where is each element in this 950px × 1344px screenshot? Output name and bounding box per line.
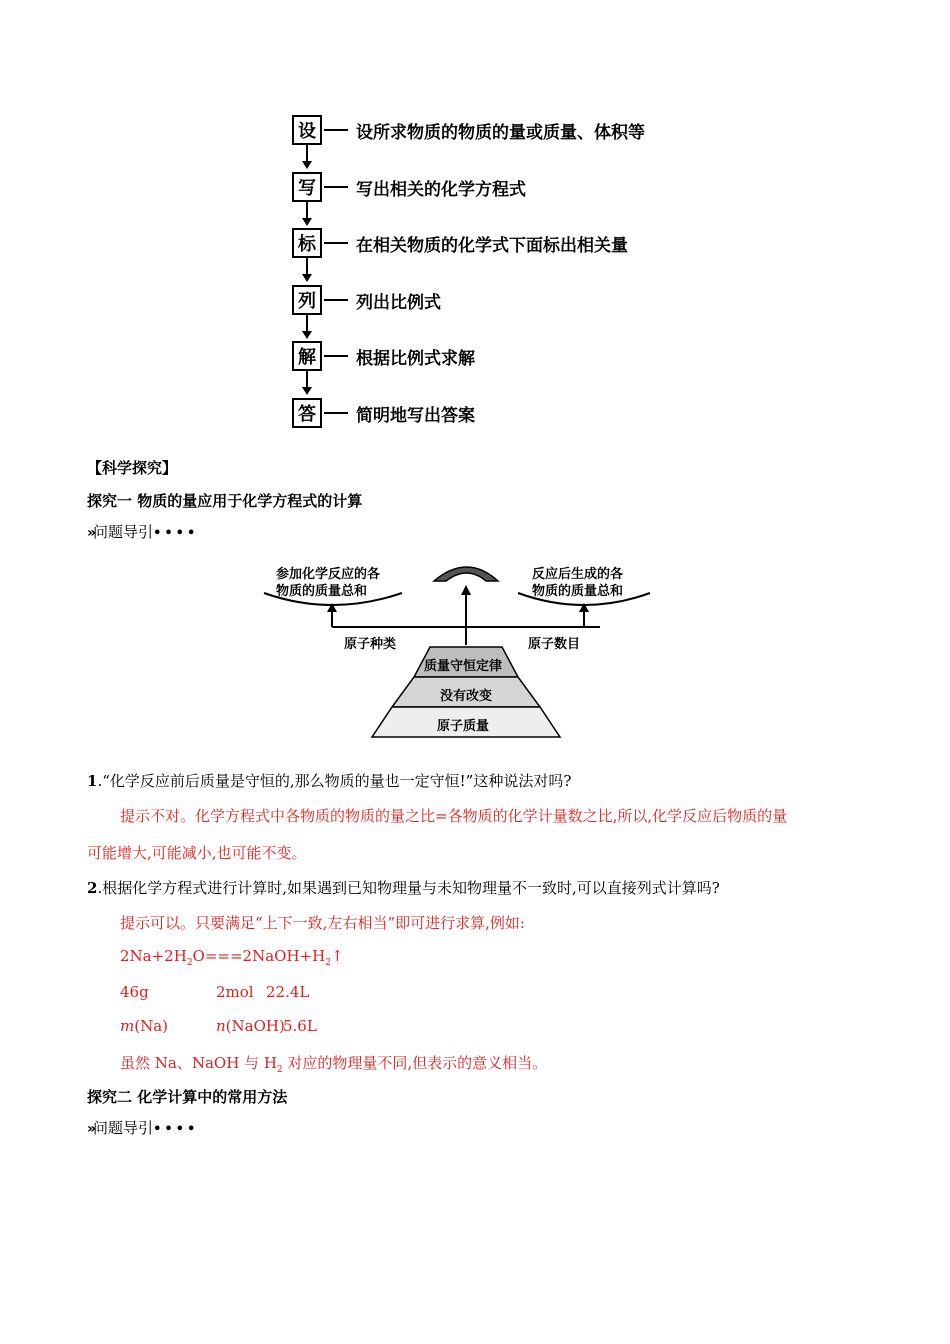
flow-text: 写出相关的化学方程式 [356, 179, 526, 200]
guide-line-2 [87, 1117, 198, 1138]
quantity-row-1-vol: 22.4L [266, 983, 310, 1001]
diagram-law: 质量守恒定律 [424, 659, 503, 674]
guide-label: 问题导引 [93, 523, 154, 541]
answer-1-line-2: 可能增大,可能减小,也可能不变。 [87, 844, 307, 862]
quantity-row-1-mol: 2mol [216, 983, 254, 1001]
arrow-down-icon [302, 161, 312, 169]
flow-step-answer [292, 396, 475, 430]
flow-text: 简明地写出答案 [356, 405, 475, 426]
question-number: 2 [87, 879, 98, 897]
diagram-right-label-1: 反应后生成的各 [532, 567, 624, 582]
double-chevron-icon: » [87, 525, 94, 541]
flow-box: 答 [292, 398, 322, 428]
final-part: 虽然 Na、NaOH 与 H [120, 1054, 277, 1072]
arrow-down-icon [302, 274, 312, 282]
flow-box: 解 [292, 341, 322, 371]
question-text: .“化学反应前后质量是守恒的,那么物质的量也一定守恒!”这种说法对吗? [97, 772, 572, 790]
explore-two-title: 探究二 化学计算中的常用方法 [87, 1088, 288, 1106]
subscript: 2 [325, 958, 331, 968]
quantity-row-2-naoh [216, 1017, 285, 1035]
arrow-down-icon [302, 331, 312, 339]
question-2 [87, 877, 720, 898]
flow-text: 列出比例式 [356, 292, 441, 313]
var-label: (Na) [134, 1017, 169, 1035]
flow-step-list [292, 283, 441, 317]
diagram-atom-mass: 原子质量 [437, 719, 490, 734]
diagram-left-label-1: 参加化学反应的各 [276, 567, 381, 582]
answer-1-line-1: 提示不对。化学方程式中各物质的物质的量之比=各物质的化学计量数之比,所以,化学反应后物质的量 [120, 807, 788, 825]
flow-connector [324, 355, 348, 357]
diagram-atom-count: 原子数目 [528, 637, 581, 652]
flow-arrow [306, 315, 308, 332]
value-na-mass: 46g [120, 983, 149, 1001]
flow-text: 设所求物质的物质的量或质量、体积等 [356, 122, 645, 143]
flow-text: 在相关物质的化学式下面标出相关量 [356, 235, 628, 256]
flow-connector [324, 299, 348, 301]
flow-arrow [306, 371, 308, 388]
science-heading: 【科学探究】 [87, 459, 178, 477]
mass-conservation-diagram [262, 555, 690, 740]
flow-arrow [306, 145, 308, 162]
var-label: (NaOH) [225, 1017, 285, 1035]
subscript: 2 [276, 1065, 283, 1075]
double-chevron-icon: » [87, 1121, 94, 1137]
flow-step-write [292, 170, 526, 204]
answer-2-line-1: 提示可以。只要满足“上下一致,左右相当”即可进行求算,例如: [120, 914, 525, 932]
var-m: m [120, 1017, 135, 1035]
diagram-left-label-2: 物质的质量总和 [276, 584, 368, 599]
arrow-down-icon [302, 387, 312, 395]
flow-box: 设 [292, 115, 322, 145]
chemical-equation [120, 947, 344, 968]
final-part: 对应的物理量不同,但表示的意义相当。 [282, 1054, 548, 1072]
arrow-down-icon [302, 218, 312, 226]
flow-arrow [306, 258, 308, 275]
question-text: .根据化学方程式进行计算时,如果遇到已知物理量与未知物理量不一致时,可以直接列式计算吗? [97, 879, 720, 897]
diagram-right-label-2: 物质的质量总和 [532, 584, 624, 599]
question-number: 1 [87, 772, 98, 790]
guide-dots: •••• [153, 1122, 199, 1137]
flow-step-mark [292, 226, 628, 260]
answer-2-final [120, 1052, 547, 1075]
guide-label: 问题导引 [93, 1119, 154, 1137]
flow-connector [324, 129, 348, 131]
var-n: n [216, 1017, 226, 1035]
flow-connector [324, 186, 348, 188]
guide-line [87, 521, 198, 542]
quantity-row-1 [120, 983, 149, 1001]
equation-part: 2Na+2H [120, 947, 187, 965]
subscript: 2 [186, 958, 193, 968]
flow-text: 根据比例式求解 [356, 348, 475, 369]
explore-one-title: 探究一 物质的量应用于化学方程式的计算 [87, 492, 363, 510]
diagram-unchanged: 没有改变 [440, 689, 493, 704]
flow-connector [324, 242, 348, 244]
flow-box: 标 [292, 228, 322, 258]
diagram-atom-kind: 原子种类 [344, 637, 397, 652]
flow-box: 写 [292, 172, 322, 202]
up-arrow-symbol: ↑ [330, 947, 344, 965]
quantity-row-2-vol: 5.6L [283, 1017, 317, 1035]
quantity-row-2 [120, 1017, 168, 1035]
equation-part: O===2NaOH+H [192, 947, 326, 965]
flow-step-set [292, 113, 645, 147]
flow-arrow [306, 202, 308, 219]
flow-step-solve [292, 339, 475, 373]
flow-box: 列 [292, 285, 322, 315]
question-1 [87, 770, 571, 791]
guide-dots: •••• [153, 526, 199, 541]
flow-connector [324, 412, 348, 414]
